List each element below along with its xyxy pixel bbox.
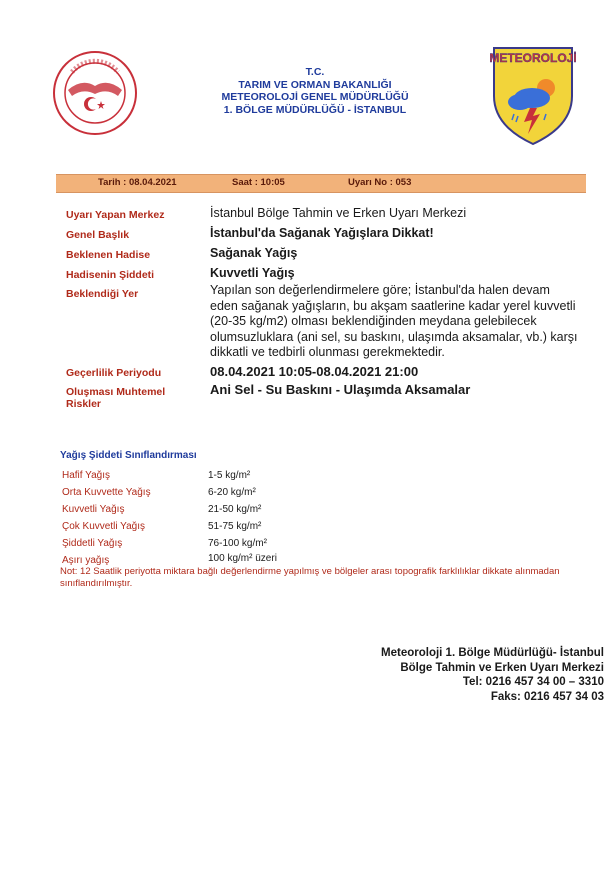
class-range: 100 kg/m² üzeri — [208, 553, 277, 564]
warning-number: Uyarı No : 053 — [348, 177, 412, 188]
classification-note: Not: 12 Saatlik periyotta miktara bağlı değerlendirme yapılmış ve bölgeler arası topografik farklılıklar dikkate alınmadan sınıflandırılmıştır. — [60, 566, 560, 589]
footer-fax: Faks: 0216 457 34 03 — [490, 690, 604, 703]
value-expected-location: Yapılan son değerlendirmelere göre; İstanbul'da halen devam eden sağanak yağışların, bu akşam saatlerine kadar yerel kuvvetli (20-35 kg/m2) olması beklendiğinden meydana gelebilecek olumsuzluklara (ani sel, su baskını, ulaşımda aksamalar, vb.) karşı dikkatli ve tedbirli olunması gerekmektedir. — [210, 283, 578, 359]
class-name: Çok Kuvvetli Yağış — [62, 521, 146, 532]
value-possible-risks: Ani Sel - Su Baskını - Ulaşımda Aksamalar — [210, 382, 471, 397]
footer-directorate: Meteoroloji 1. Bölge Müdürlüğü- İstanbul — [381, 647, 604, 659]
ministry-seal-icon — [52, 50, 138, 136]
ministry-header — [180, 66, 450, 116]
class-range: 1-5 kg/m² — [208, 470, 251, 481]
header-line-directorate: METEOROLOJİ GENEL MÜDÜRLÜĞÜ — [221, 91, 409, 103]
header-line-tc: T.C. — [305, 66, 325, 78]
footer-center: Bölge Tahmin ve Erken Uyarı Merkezi — [400, 661, 604, 674]
label-validity-period: Geçerlilik Periyodu — [66, 367, 162, 379]
header-line-ministry: TARIM VE ORMAN BAKANLIĞI — [238, 78, 392, 91]
class-range: 6-20 kg/m² — [208, 487, 256, 498]
header-line-region: 1. BÖLGE MÜDÜRLÜĞÜ - İSTANBUL — [223, 103, 407, 116]
class-range: 51-75 kg/m² — [208, 521, 262, 532]
class-name: Hafif Yağış — [62, 470, 110, 481]
class-range: 76-100 kg/m² — [208, 538, 267, 549]
value-expected-event: Sağanak Yağış — [210, 246, 298, 260]
value-general-title: İstanbul'da Sağanak Yağışlara Dikkat! — [210, 226, 434, 240]
class-name: Şiddetli Yağış — [62, 538, 123, 549]
warning-date: Tarih : 08.04.2021 — [98, 177, 177, 188]
contact-footer — [381, 646, 604, 704]
class-name: Aşırı yağış — [62, 555, 110, 566]
label-expected-event: Beklenen Hadise — [66, 249, 151, 261]
label-event-severity: Hadisenin Şiddeti — [66, 269, 155, 281]
logo-text: METEOROLOJİ — [490, 51, 576, 65]
class-name: Orta Kuvvette Yağış — [62, 487, 151, 498]
label-expected-location: Beklendiği Yer — [66, 288, 139, 300]
value-event-severity: Kuvvetli Yağış — [210, 266, 295, 280]
classification-title: Yağış Şiddeti Sınıflandırması — [60, 450, 197, 461]
label-possible-risks: Oluşması Muhtemel Riskler — [66, 386, 166, 410]
label-general-title: Genel Başlık — [66, 229, 130, 241]
value-issuing-center: İstanbul Bölge Tahmin ve Erken Uyarı Merkezi — [210, 206, 467, 220]
class-range: 21-50 kg/m² — [208, 504, 262, 515]
meteorology-logo-icon — [490, 44, 576, 146]
warning-time: Saat : 10:05 — [232, 177, 285, 188]
value-validity-period: 08.04.2021 10:05-08.04.2021 21:00 — [210, 364, 419, 379]
class-name: Kuvvetli Yağış — [62, 504, 125, 515]
footer-phone: Tel: 0216 457 34 00 – 3310 — [462, 676, 604, 688]
label-issuing-center: Uyarı Yapan Merkez — [66, 209, 165, 221]
